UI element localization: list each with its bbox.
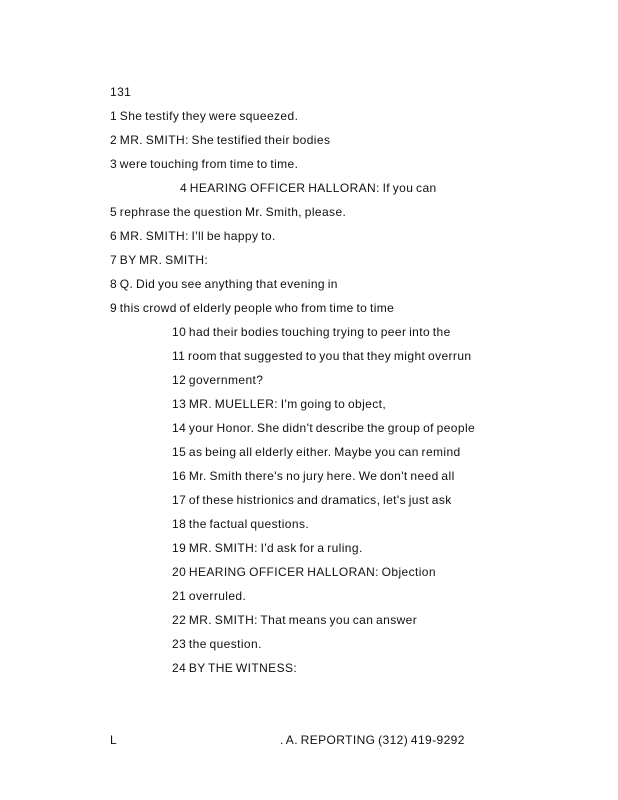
transcript-line-7: 7 BY MR. SMITH: — [110, 253, 209, 267]
transcript-line-10: 10 had their bodies touching trying to peer into the — [172, 325, 451, 339]
transcript-line-3: 3 were touching from time to time. — [110, 157, 299, 171]
transcript-line-4: 4 HEARING OFFICER HALLORAN: If you can — [180, 181, 437, 195]
transcript-line-23: 23 the question. — [172, 637, 262, 651]
transcript-line-6: 6 MR. SMITH: I'll be happy to. — [110, 229, 276, 243]
transcript-line-2: 2 MR. SMITH: She testified their bodies — [110, 133, 331, 147]
transcript-line-20: 20 HEARING OFFICER HALLORAN: Objection — [172, 565, 436, 579]
transcript-line-5: 5 rephrase the question Mr. Smith, please. — [110, 205, 347, 219]
transcript-line-17: 17 of these histrionics and dramatics, let's just ask — [172, 493, 452, 507]
transcript-line-21: 21 overruled. — [172, 589, 247, 603]
transcript-line-12: 12 government? — [172, 373, 264, 387]
transcript-line-11: 11 room that suggested to you that they might overrun — [172, 349, 472, 363]
transcript-line-8: 8 Q. Did you see anything that evening in — [110, 277, 338, 291]
transcript-line-1: 1 She testify they were squeezed. — [110, 109, 299, 123]
transcript-line-15: 15 as being all elderly either. Maybe you can remind — [172, 445, 461, 459]
transcript-line-13: 13 MR. MUELLER: I'm going to object, — [172, 397, 387, 411]
footer-reporter-contact: . A. REPORTING (312) 419-9292 — [280, 733, 465, 747]
transcript-line-16: 16 Mr. Smith there's no jury here. We don't need all — [172, 469, 455, 483]
transcript-line-14: 14 your Honor. She didn't describe the group of people — [172, 421, 476, 435]
transcript-line-9: 9 this crowd of elderly people who from time to time — [110, 301, 395, 315]
page-number: 131 — [110, 85, 132, 99]
transcript-line-24: 24 BY THE WITNESS: — [172, 661, 298, 675]
transcript-line-22: 22 MR. SMITH: That means you can answer — [172, 613, 418, 627]
footer-left-mark: L — [110, 733, 118, 747]
transcript-line-18: 18 the factual questions. — [172, 517, 310, 531]
transcript-line-19: 19 MR. SMITH: I'd ask for a ruling. — [172, 541, 363, 555]
